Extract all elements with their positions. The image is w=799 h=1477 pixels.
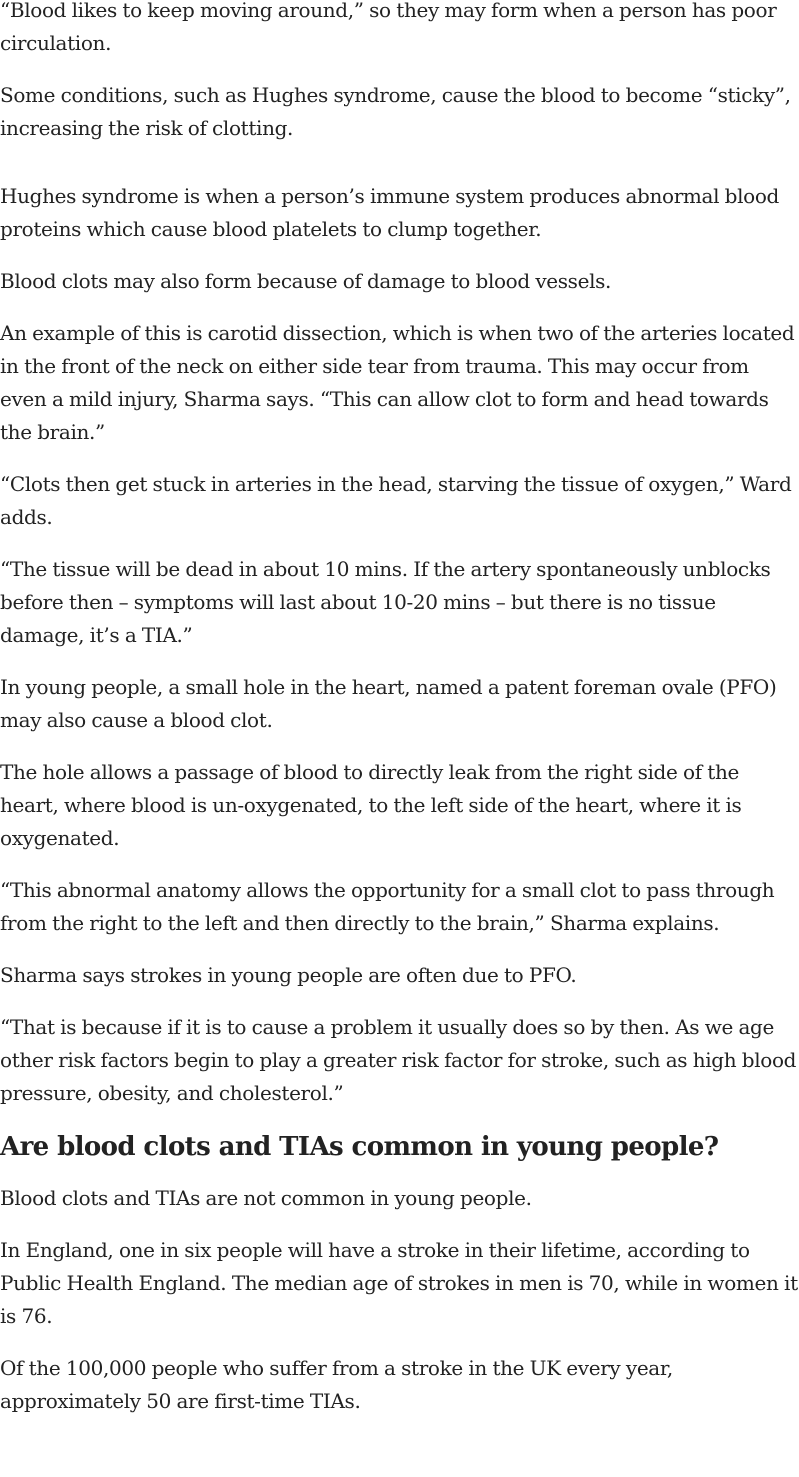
article-paragraph: In England, one in six people will have a stroke in their lifetime, according to Public Health England. The median age of strokes in men is 70, while in women it is 76. xyxy=(0,1238,798,1328)
article-paragraph: “Clots then get stuck in arteries in the head, starving the tissue of oxygen,” Ward adds. xyxy=(0,472,792,529)
article-paragraph: The hole allows a passage of blood to directly leak from the right side of the heart, where blood is un-oxygenated, to the left side of the heart, where it is oxygenated. xyxy=(0,760,742,850)
article-paragraph: Blood clots and TIAs are not common in young people. xyxy=(0,1186,532,1210)
article-paragraph: “That is because if it is to cause a problem it usually does so by then. As we age other risk factors begin to play a greater risk factor for stroke, such as high blood pressure, obesity, and cholesterol.” xyxy=(0,1015,797,1105)
article-paragraph: An example of this is carotid dissection, which is when two of the arteries located in the front of the neck on either side tear from trauma. This may occur from even a mild injury, Sharma says. “This can allow clot to form and head towards the brain.” xyxy=(0,321,795,444)
article-paragraph: Blood clots may also form because of damage to blood vessels. xyxy=(0,269,612,293)
article-paragraph: “Blood likes to keep moving around,” so they may form when a person has poor circulation. xyxy=(0,0,777,55)
section-heading: Are blood clots and TIAs common in young people? xyxy=(0,1132,719,1162)
article-paragraph: Hughes syndrome is when a person’s immune system produces abnormal blood proteins which cause blood platelets to clump together. xyxy=(0,184,779,241)
article-paragraph: Sharma says strokes in young people are often due to PFO. xyxy=(0,963,577,987)
article-paragraph: “This abnormal anatomy allows the opportunity for a small clot to pass through from the right to the left and then directly to the brain,” Sharma explains. xyxy=(0,878,775,935)
article-paragraph: Of the 100,000 people who suffer from a stroke in the UK every year, approximately 50 are first-time TIAs. xyxy=(0,1356,673,1413)
article-paragraph: In young people, a small hole in the heart, named a patent foreman ovale (PFO) may also cause a blood clot. xyxy=(0,675,777,732)
article-paragraph: Some conditions, such as Hughes syndrome, cause the blood to become “sticky”, increasing the risk of clotting. xyxy=(0,83,791,140)
article-paragraph: “The tissue will be dead in about 10 mins. If the artery spontaneously unblocks before then – symptoms will last about 10-20 mins – but there is no tissue damage, it’s a TIA.” xyxy=(0,557,771,647)
